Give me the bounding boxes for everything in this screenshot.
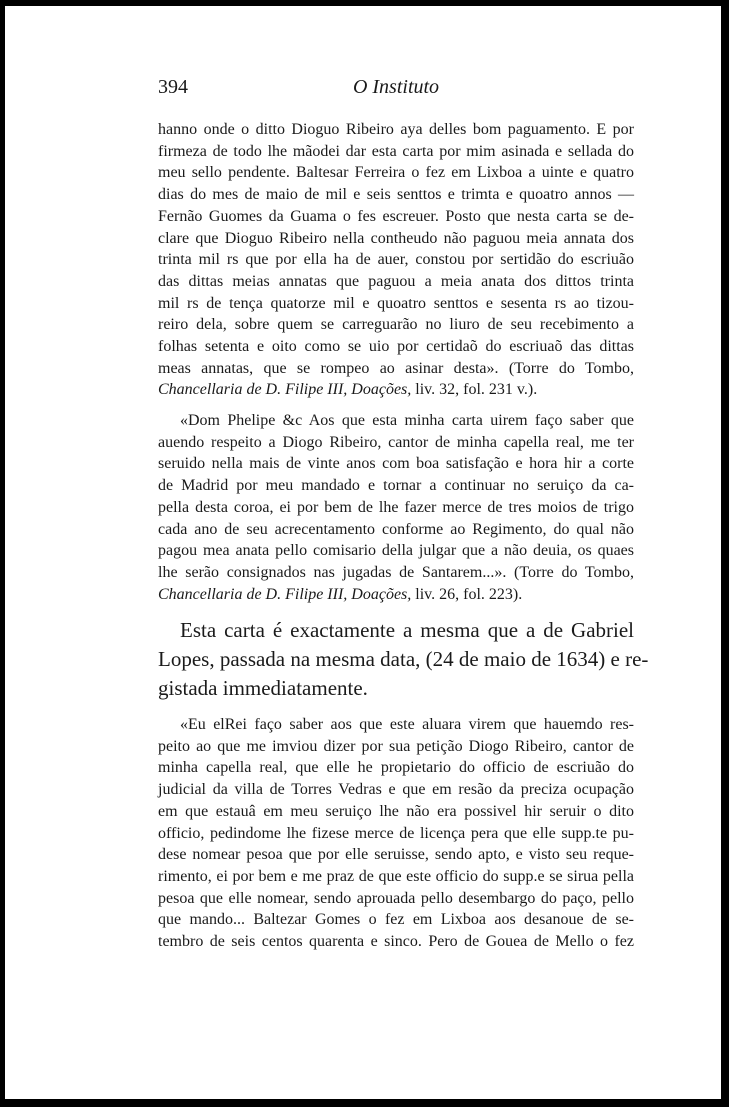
text-line: judicial da villa de Torres Vedras e que em resão da preciza ocupação bbox=[158, 781, 634, 799]
text-line: meu sello pendente. Baltesar Ferreira o fez em Lixboa a uinte e quatro bbox=[158, 164, 634, 182]
paragraph-4 bbox=[158, 714, 634, 953]
text-line: pella desta coroa, ei por bem de lhe fazer merce de tres moios de trigo bbox=[158, 498, 634, 516]
paragraph-3 bbox=[158, 616, 649, 703]
book-page bbox=[5, 6, 721, 1099]
citation-line bbox=[158, 584, 634, 606]
text-line: pesoa que elle nomear, sendo aprouada pello desembargo do paço, pello bbox=[158, 889, 634, 907]
text-line: dese nomear pesoa que por elle seruisse, sendo apto, e visto seu reque- bbox=[158, 846, 634, 864]
text-line: Fernão Guomes da Guama o fes escreuer. Posto que nesta carta se de- bbox=[158, 207, 634, 225]
text-line: clare que Dioguo Ribeiro nella contheudo não paguou meia annata dos bbox=[158, 229, 634, 247]
text-line: meas annatas, que se rompeo ao asinar desta». (Torre do Tombo, bbox=[158, 359, 634, 377]
text-line: pagou mea anata pello comisario della julgar que a não deuia, os quaes bbox=[158, 542, 634, 560]
page-number: 394 bbox=[158, 76, 188, 98]
text-line: officio, pedindome lhe fizese merce de licença pera que elle supp.te pu- bbox=[158, 824, 634, 842]
text-line: hanno onde o ditto Dioguo Ribeiro aya delles bom paguamento. E por bbox=[158, 121, 634, 138]
page-frame bbox=[5, 6, 721, 1099]
text-line: «Eu elRei faço saber aos que este aluara virem que hauemdo res- bbox=[180, 716, 634, 733]
text-line: que mando... Baltezar Gomes o fez em Lixboa aos desanoue de se- bbox=[158, 911, 634, 929]
text-line: trinta mil rs que por ella ha de auer, constou por sertidão do escriuão bbox=[158, 251, 634, 269]
text-line: reiro dela, sobre quem se carreguarão no liuro de seu recebimento a bbox=[158, 316, 634, 334]
text-line: auendo respeito a Diogo Ribeiro, cantor de minha capella real, me ter bbox=[158, 433, 634, 451]
citation-title: Chancellaria de D. Filipe III, Doações, bbox=[158, 381, 412, 399]
text-line: gistada immediatamente. bbox=[158, 676, 368, 700]
text-line: seruido nella mais de vinte anos com boa satisfação e hora hir a corte bbox=[158, 455, 634, 473]
citation-ref: liv. 26, fol. 223). bbox=[411, 585, 523, 603]
text-line: dias do mes de maio de mil e seis senttos e trimta e quoatro annos — bbox=[158, 186, 634, 204]
text-line: «Dom Phelipe &c Aos que esta minha carta uirem faço saber que bbox=[180, 412, 634, 429]
text-line: em que estauâ em meu seruiço lhe não era possivel hir seruir o dito bbox=[158, 802, 634, 820]
text-line: lhe serão consignados nas jugadas de Santarem...». (Torre do Tombo, bbox=[158, 563, 634, 581]
text-line: mil rs de tença quatorze mil e quoatro senttos e sesenta rs ao tizou- bbox=[158, 294, 634, 312]
text-line: de Madrid por meu mandado e tornar a continuar no seruiço da ca- bbox=[158, 477, 634, 495]
citation-line bbox=[158, 379, 634, 401]
text-line: peito ao que me imviou dizer por sua petição Diogo Ribeiro, cantor de bbox=[158, 737, 634, 755]
text-line: cada ano de seu acrecentamento conforme ao Regimento, do qual não bbox=[158, 520, 634, 538]
running-title: O Instituto bbox=[352, 76, 440, 98]
text-line: Lopes, passada na mesma data, (24 de maio de 1634) e re- bbox=[158, 647, 649, 671]
text-line: firmeza de todo lhe mãodei dar esta carta por mim asinada e sellada do bbox=[158, 142, 634, 160]
page-header bbox=[158, 76, 634, 106]
text-line: folhas setenta e oito como se uio por certidaõ do escriuaõ das dittas bbox=[158, 338, 634, 356]
text-line: das dittas meias annatas que paguou a meia anata dos dittos trinta bbox=[158, 272, 634, 290]
citation-title: Chancellaria de D. Filipe III, Doações, bbox=[158, 585, 412, 603]
paragraph-1 bbox=[158, 119, 634, 401]
text-line: rimento, ei por bem e me praz de que este officio do supp.e se sirua pella bbox=[158, 867, 634, 885]
paragraph-2 bbox=[158, 410, 634, 605]
text-line: tembro de seis centos quarenta e sinco. Pero de Gouea de Mello o fez bbox=[158, 933, 634, 951]
text-line: minha capella real, que elle he propietario do officio de escriuão do bbox=[158, 759, 634, 777]
citation-ref: liv. 32, fol. 231 v.). bbox=[411, 381, 538, 399]
text-line: Esta carta é exactamente a mesma que a de Gabriel bbox=[180, 618, 634, 642]
